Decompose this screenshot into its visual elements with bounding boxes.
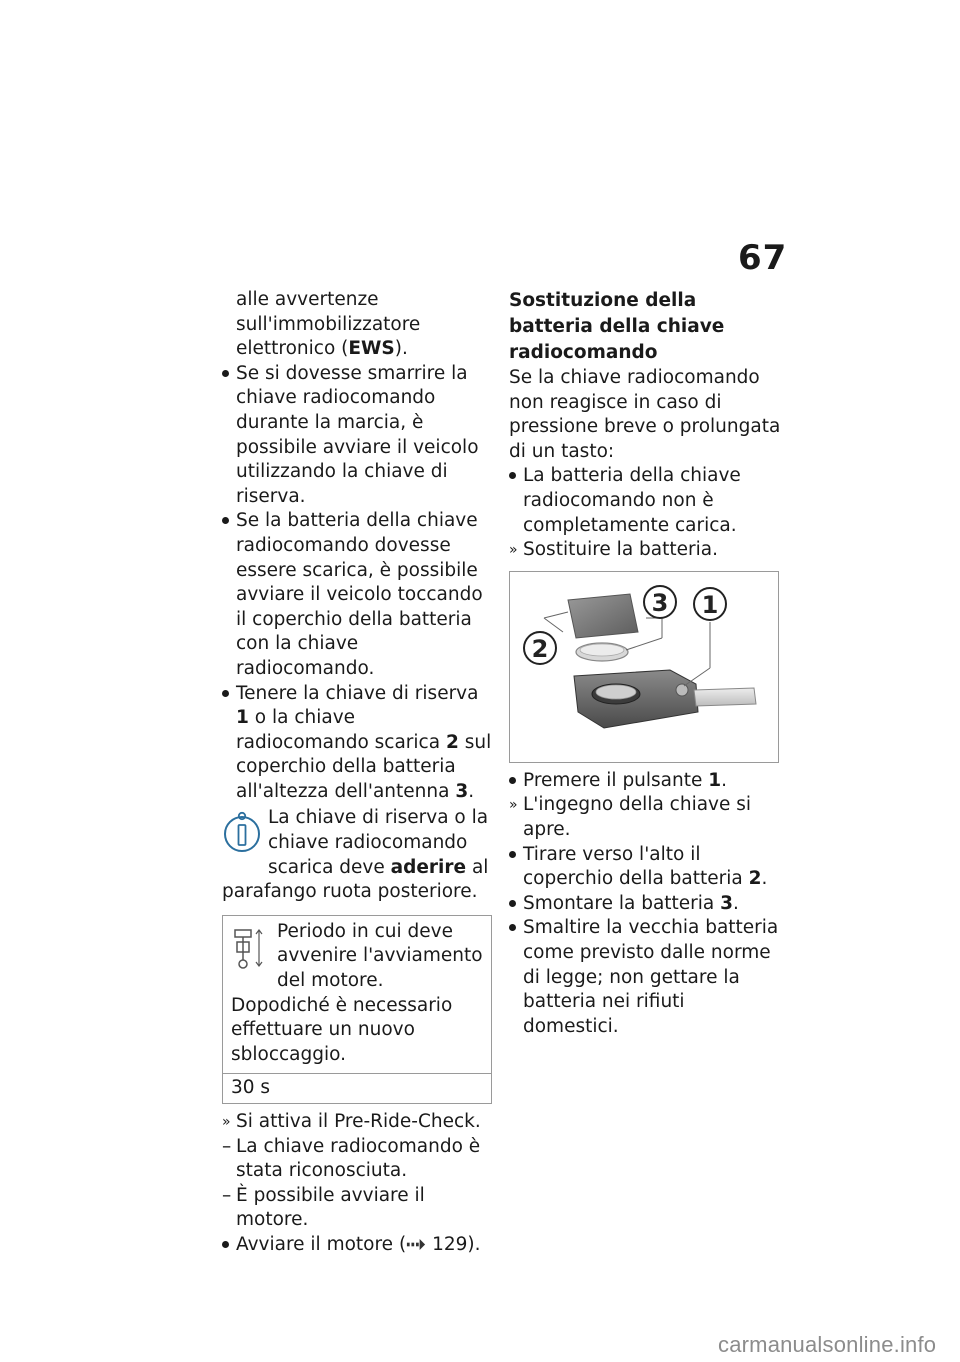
battery-cover <box>568 594 638 638</box>
result-item <box>509 538 781 563</box>
key-illustration <box>510 572 778 762</box>
bullet-item <box>222 682 492 805</box>
text-fragment: . <box>721 769 728 791</box>
result-item <box>509 793 781 842</box>
info-note <box>222 806 492 904</box>
section-paragraph: Se la chiave radiocomando non reagisce in caso di pressione breve o prolungata di un tasto: <box>509 367 781 462</box>
double-chevron-icon: » <box>509 542 518 559</box>
text-fragment: . <box>761 868 768 890</box>
dash-item <box>222 1184 492 1233</box>
bullet-text: Se si dovesse smarrire la chiave radiocomando durante la marcia, è possibile avviare il veicolo utilizzando la chiave di riserva. <box>236 362 479 507</box>
intro-end: ). <box>394 338 408 360</box>
text-fragment: . <box>468 780 475 802</box>
double-chevron-icon: » <box>222 1114 231 1130</box>
svg-text:3: 3 <box>651 588 669 617</box>
page-number: 67 <box>738 238 788 278</box>
callout-3 <box>644 586 676 618</box>
text-fragment: Avviare il motore ( <box>236 1233 407 1255</box>
watermark: carmanualsonline.info <box>718 1332 937 1357</box>
dash-icon: – <box>222 1135 232 1157</box>
right-column <box>509 288 781 1039</box>
bullet-dot-icon <box>222 509 236 534</box>
intro-text: alle avvertenze sull'immobilizzatore elettronico ( <box>236 289 421 360</box>
bullet-item <box>222 362 492 510</box>
bullet-dot-icon <box>509 892 523 917</box>
bullet-text <box>236 1233 492 1258</box>
bullet-item <box>509 769 781 794</box>
bullet-item <box>509 464 781 538</box>
dash-item <box>222 1135 492 1184</box>
dash-text: È possibile avviare il motore. <box>236 1184 425 1231</box>
key-blade <box>694 688 756 706</box>
bullet-dot-icon <box>222 362 236 387</box>
bullet-item <box>509 892 781 917</box>
info-text <box>222 806 492 904</box>
result-item <box>222 1110 492 1135</box>
page-ref-arrow-icon[interactable] <box>406 1238 426 1251</box>
bullet-dot-icon <box>509 769 523 794</box>
bullet-dot-icon <box>509 464 523 489</box>
text-fragment: sul coperchio della batteria all'altezza dell'antenna <box>236 731 492 802</box>
svg-text:1: 1 <box>701 590 719 619</box>
text-fragment: Tenere la chiave di riserva <box>236 682 479 704</box>
callout-1 <box>694 588 726 620</box>
bullet-item <box>222 509 492 681</box>
section-heading: Sostituzione della batteria della chiave radiocomando <box>509 290 725 363</box>
bullet-item <box>509 916 781 1039</box>
info-icon <box>222 808 262 856</box>
dash-text: La chiave radiocomando è stata riconosciuta. <box>236 1135 481 1182</box>
ref-number: 2 <box>445 731 459 753</box>
text-fragment: . <box>733 892 739 914</box>
bullet-dot-icon <box>509 916 523 941</box>
text-fragment: al parafango ruota posteriore. <box>222 856 489 903</box>
bullet-dot-icon <box>509 843 523 868</box>
bullet-text: Se la batteria della chiave radiocomando dovesse essere scarica, è possibile avviare il veicolo toccando il coperchio della batteria con la chiave radiocomando. <box>236 510 483 679</box>
bullet-text <box>236 682 492 805</box>
text-fragment: Tirare verso l'alto il coperchio della batteria <box>523 843 743 890</box>
key-battery-figure <box>509 571 779 763</box>
intro-paragraph <box>222 288 492 362</box>
timer-icon <box>231 926 267 974</box>
spec-description <box>223 916 491 1074</box>
result-text: Sostituire la batteria. <box>523 539 718 561</box>
result-text: L'ingegno della chiave si apre. <box>523 794 752 840</box>
release-button <box>676 684 688 696</box>
text-fragment: La chiave di riserva o la chiave radiocomando scarica deve <box>268 807 489 878</box>
callout-2 <box>524 632 556 664</box>
bullet-item <box>222 1233 492 1258</box>
bullet-text <box>523 769 781 794</box>
ref-number: 3 <box>455 780 469 802</box>
spec-text: Periodo in cui deve avvenire l'avviamento del motore. Dopodiché è necessario effettuare un nuovo sbloccaggio. <box>231 920 483 1065</box>
spec-value: 30 s <box>223 1073 491 1103</box>
ref-number: 1 <box>708 769 722 791</box>
svg-text:2: 2 <box>531 634 549 663</box>
bullet-item <box>509 843 781 892</box>
text-fragment: Smontare la batteria <box>523 892 715 914</box>
page-reference[interactable]: 129 <box>432 1233 468 1255</box>
bullet-text <box>523 892 781 917</box>
bullet-text: La batteria della chiave radiocomando non è completamente carica. <box>523 465 741 536</box>
text-fragment: ). <box>467 1233 481 1255</box>
left-column <box>222 288 492 1258</box>
emphasis: aderire <box>390 856 467 878</box>
text-fragment: Premere il pulsante <box>523 769 703 791</box>
ref-number: 1 <box>236 707 249 729</box>
dash-icon: – <box>222 1184 232 1206</box>
bullet-dot-icon <box>222 682 236 707</box>
bullet-text: Smaltire la vecchia batteria come previsto dalle norme di legge; non gettare la batteria nei rifiuti domestici. <box>523 917 779 1037</box>
spec-box <box>222 915 492 1104</box>
ref-number: 3 <box>720 892 734 914</box>
double-chevron-icon: » <box>509 797 518 814</box>
text-fragment: o la chiave radiocomando scarica <box>236 707 441 753</box>
result-text: Si attiva il Pre-Ride-Check. <box>236 1111 481 1132</box>
bullet-text <box>523 843 781 892</box>
ews-label: EWS <box>348 338 395 360</box>
ref-number: 2 <box>748 868 762 890</box>
bullet-dot-icon <box>222 1233 236 1258</box>
